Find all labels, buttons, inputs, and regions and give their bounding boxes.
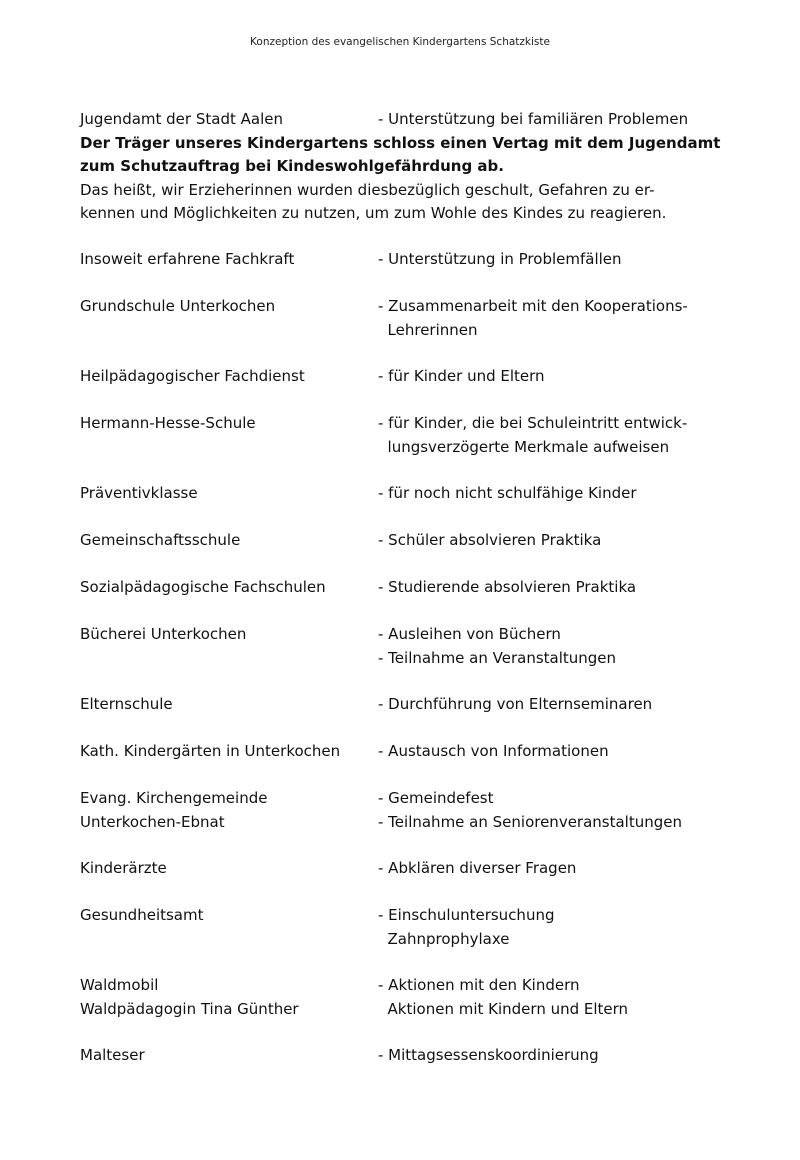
partner-entry [80, 248, 740, 272]
partner-description-line: Aktionen mit Kindern und Eltern [378, 999, 629, 1018]
partner-name-line: Grundschule Unterkochen [80, 297, 276, 315]
partner-description [378, 248, 740, 272]
partner-name [80, 693, 378, 717]
partner-description-line: lungsverzögerte Merkmale aufweisen [378, 437, 670, 456]
partner-entry [80, 529, 740, 553]
partner-description [378, 295, 740, 342]
partner-name-line: Kath. Kindergärten in Unterkochen [80, 742, 341, 760]
partner-name [80, 529, 378, 553]
partner-entry [80, 623, 740, 670]
partner-entry [80, 412, 740, 459]
partner-description-line: - für Kinder, die bei Schuleintritt entwick- [378, 414, 688, 432]
partner-description [378, 1044, 740, 1068]
partner-description-line: - Einschuluntersuchung [378, 906, 555, 924]
partner-description-line: - Studierende absolvieren Praktika [378, 578, 637, 596]
partner-name-line: Gesundheitsamt [80, 906, 204, 924]
partner-description [378, 787, 740, 834]
explanation-line: Das heißt, wir Erzieherinnen wurden diesbezüglich geschult, Gefahren zu er- [80, 180, 655, 199]
partner-name-line: Malteser [80, 1046, 145, 1064]
partner-entry [80, 482, 740, 506]
partner-name [80, 857, 378, 881]
partner-description [378, 974, 740, 1021]
partner-description-line: - Gemeindefest [378, 789, 494, 807]
partner-name [80, 248, 378, 272]
partner-name [80, 295, 378, 342]
partner-description-line: - Durchführung von Elternseminaren [378, 695, 653, 713]
intro-section [80, 108, 720, 226]
partner-description-line: Lehrerinnen [378, 320, 478, 339]
partner-description-line: - Zusammenarbeit mit den Kooperations- [378, 297, 688, 315]
partner-description-line: - Aktionen mit den Kindern [378, 976, 580, 994]
partner-name-line: Bücherei Unterkochen [80, 625, 247, 643]
partner-entry [80, 295, 740, 342]
partner-description-line: - Abklären diverser Fragen [378, 859, 577, 877]
partner-name-line: Präventivklasse [80, 484, 198, 502]
partner-description-line: - Austausch von Informationen [378, 742, 609, 760]
partner-description-line: - Teilnahme an Veranstaltungen [378, 648, 617, 667]
partner-description [378, 904, 740, 951]
partner-description [378, 412, 740, 459]
partner-description-line: - Unterstützung in Problemfällen [378, 250, 622, 268]
partner-entry [80, 904, 740, 951]
partner-entry [80, 693, 740, 717]
partner-name [80, 904, 378, 951]
partner-name [80, 974, 378, 1021]
partner-entry [80, 576, 740, 600]
partner-name-line: Heilpädagogischer Fachdienst [80, 367, 305, 385]
partner-description [378, 623, 740, 670]
partner-name [80, 482, 378, 506]
partner-description-line: - Ausleihen von Büchern [378, 625, 561, 643]
partner-description [378, 365, 740, 389]
partner-entry [80, 1044, 740, 1068]
page-header: Konzeption des evangelischen Kindergartens Schatzkiste [250, 36, 550, 48]
partner-description-line: - für Kinder und Eltern [378, 367, 545, 385]
partner-description [378, 529, 740, 553]
partner-entry [80, 365, 740, 389]
partner-description [378, 482, 740, 506]
partner-name [80, 412, 378, 459]
partner-description-line: Zahnprophylaxe [378, 929, 510, 948]
partner-name-line: Waldmobil [80, 976, 159, 994]
partner-description [378, 857, 740, 881]
partner-name-line: Evang. Kirchengemeinde [80, 789, 268, 807]
partner-name-line: Insoweit erfahrene Fachkraft [80, 250, 295, 268]
partner-name: Jugendamt der Stadt Aalen [80, 110, 283, 128]
partner-description [378, 740, 740, 764]
partner-name [80, 740, 378, 764]
intro-row [80, 108, 720, 132]
partner-name [80, 365, 378, 389]
partner-name-line: Waldpädagogin Tina Günther [80, 999, 299, 1018]
partner-entry [80, 740, 740, 764]
partner-name-line: Hermann-Hesse-Schule [80, 414, 256, 432]
partner-description [378, 693, 740, 717]
bold-statement-line: zum Schutzauftrag bei Kindeswohlgefährdung ab. [80, 157, 504, 175]
partner-name [80, 1044, 378, 1068]
partner-description: - Unterstützung bei familiären Problemen [378, 110, 689, 128]
partner-name-line: Kinderärzte [80, 859, 167, 877]
partner-name-line: Sozialpädagogische Fachschulen [80, 578, 326, 596]
partner-description-line: - für noch nicht schulfähige Kinder [378, 484, 637, 502]
partner-name [80, 787, 378, 834]
partner-name-line: Elternschule [80, 695, 173, 713]
partner-name-line: Gemeinschaftsschule [80, 531, 241, 549]
partner-description-line: - Schüler absolvieren Praktika [378, 531, 602, 549]
partner-description-line: - Teilnahme an Seniorenveranstaltungen [378, 812, 682, 831]
partner-name [80, 576, 378, 600]
partner-description [378, 576, 740, 600]
partner-entry [80, 857, 740, 881]
partner-description-line: - Mittagsessenskoordinierung [378, 1046, 599, 1064]
bold-statement-line: Der Träger unseres Kindergartens schloss einen Vertag mit dem Jugendamt [80, 133, 721, 152]
partner-name-line: Unterkochen-Ebnat [80, 812, 225, 831]
partner-name [80, 623, 378, 670]
explanation-line: kennen und Möglichkeiten zu nutzen, um zum Wohle des Kindes zu reagieren. [80, 204, 667, 222]
partner-entry [80, 787, 740, 834]
partner-entry [80, 974, 740, 1021]
